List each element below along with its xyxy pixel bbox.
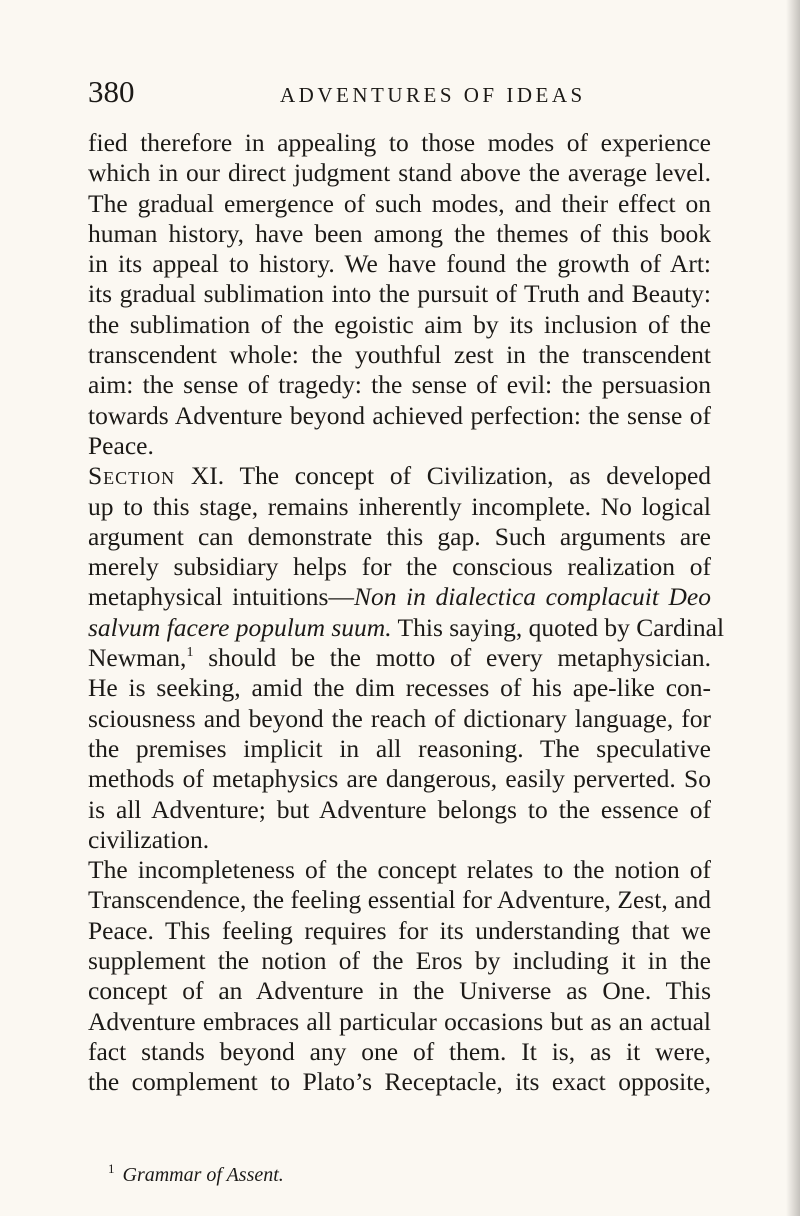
- footnote: [108, 1162, 608, 1188]
- section-label: Section: [88, 461, 176, 491]
- running-head: [88, 72, 712, 112]
- text-line: Adventure embraces all particular occasions but as an actual: [88, 1006, 711, 1036]
- text-line: aim: the sense of tragedy: the sense of evil: the persuasion: [88, 370, 711, 400]
- footnote-text: Grammar of Assent.: [122, 1164, 284, 1186]
- body-text: [88, 128, 725, 1098]
- text-line: which in our direct judgment stand above the average level.: [88, 158, 711, 188]
- text-line: human history, have been among the themes of this book: [88, 218, 711, 248]
- text-line: the premises implicit in all reasoning. The speculative: [88, 733, 711, 763]
- running-title: ADVENTURES OF IDEAS: [280, 83, 586, 107]
- text-line: the sublimation of the egoistic aim by its inclusion of the: [88, 309, 711, 339]
- latin-quote-line: [88, 612, 725, 643]
- section-line-text: The concept of Civilization, as developed: [239, 461, 712, 491]
- footnote-marker: 1: [108, 1161, 115, 1176]
- text-line: He is seeking, amid the dim recesses of his ape-like con-: [88, 673, 711, 703]
- text-line: The incompleteness of the concept relates to the notion of: [88, 855, 711, 885]
- page-number: 380: [88, 74, 135, 109]
- section-first-line: [88, 461, 711, 491]
- section-number: XI.: [190, 461, 225, 491]
- latin-quote: Non in dialectica complacuit Deo: [353, 582, 711, 612]
- text-line: is all Adventure; but Adventure belongs to the essence of: [88, 794, 711, 824]
- line-text: metaphysical intuitions—: [88, 582, 354, 612]
- text-line: methods of metaphysics are dangerous, easily perverted. So: [88, 764, 711, 794]
- text-line: up to this stage, remains inherently incomplete. No logical: [88, 491, 711, 521]
- text-line: towards Adventure beyond achieved perfection: the sense of: [88, 400, 711, 430]
- text-line: Peace.: [88, 430, 154, 460]
- text-line: sciousness and beyond the reach of dictionary language, for: [88, 703, 711, 733]
- text-line: transcendent whole: the youthful zest in the transcendent: [88, 340, 711, 370]
- text-line: fact stands beyond any one of them. It is, as it were,: [88, 1036, 711, 1066]
- newman-line: [88, 643, 711, 673]
- text-line: argument can demonstrate this gap. Such arguments are: [88, 521, 711, 551]
- text-line: merely subsidiary helps for the conscious realization of: [88, 552, 711, 582]
- line-text: should be the motto of every metaphysician.: [208, 643, 712, 673]
- page-edge-shadow: [786, 0, 800, 1216]
- footnote-reference: 1: [186, 645, 194, 661]
- text-line: supplement the notion of the Eros by including it in the: [88, 946, 711, 976]
- latin-quote: salvum facere populum suum.: [88, 612, 392, 642]
- text-line: the complement to Plato’s Receptacle, its exact opposite,: [88, 1067, 711, 1097]
- line-text: This saying, quoted by Cardinal: [397, 612, 725, 642]
- text-line: its gradual sublimation into the pursuit of Truth and Beauty:: [88, 279, 711, 309]
- text-line: in its appeal to history. We have found the growth of Art:: [88, 249, 711, 279]
- line-text: Newman,: [88, 643, 187, 673]
- text-line: The gradual emergence of such modes, and their effect on: [88, 188, 711, 218]
- text-line: civilization.: [88, 824, 210, 854]
- latin-quote-line: [88, 582, 711, 612]
- text-line: concept of an Adventure in the Universe as One. This: [88, 976, 711, 1006]
- text-line: Transcendence, the feeling essential for Adventure, Zest, and: [88, 885, 711, 915]
- text-line: fied therefore in appealing to those modes of experience: [88, 128, 711, 157]
- text-line: Peace. This feeling requires for its understanding that we: [88, 915, 711, 945]
